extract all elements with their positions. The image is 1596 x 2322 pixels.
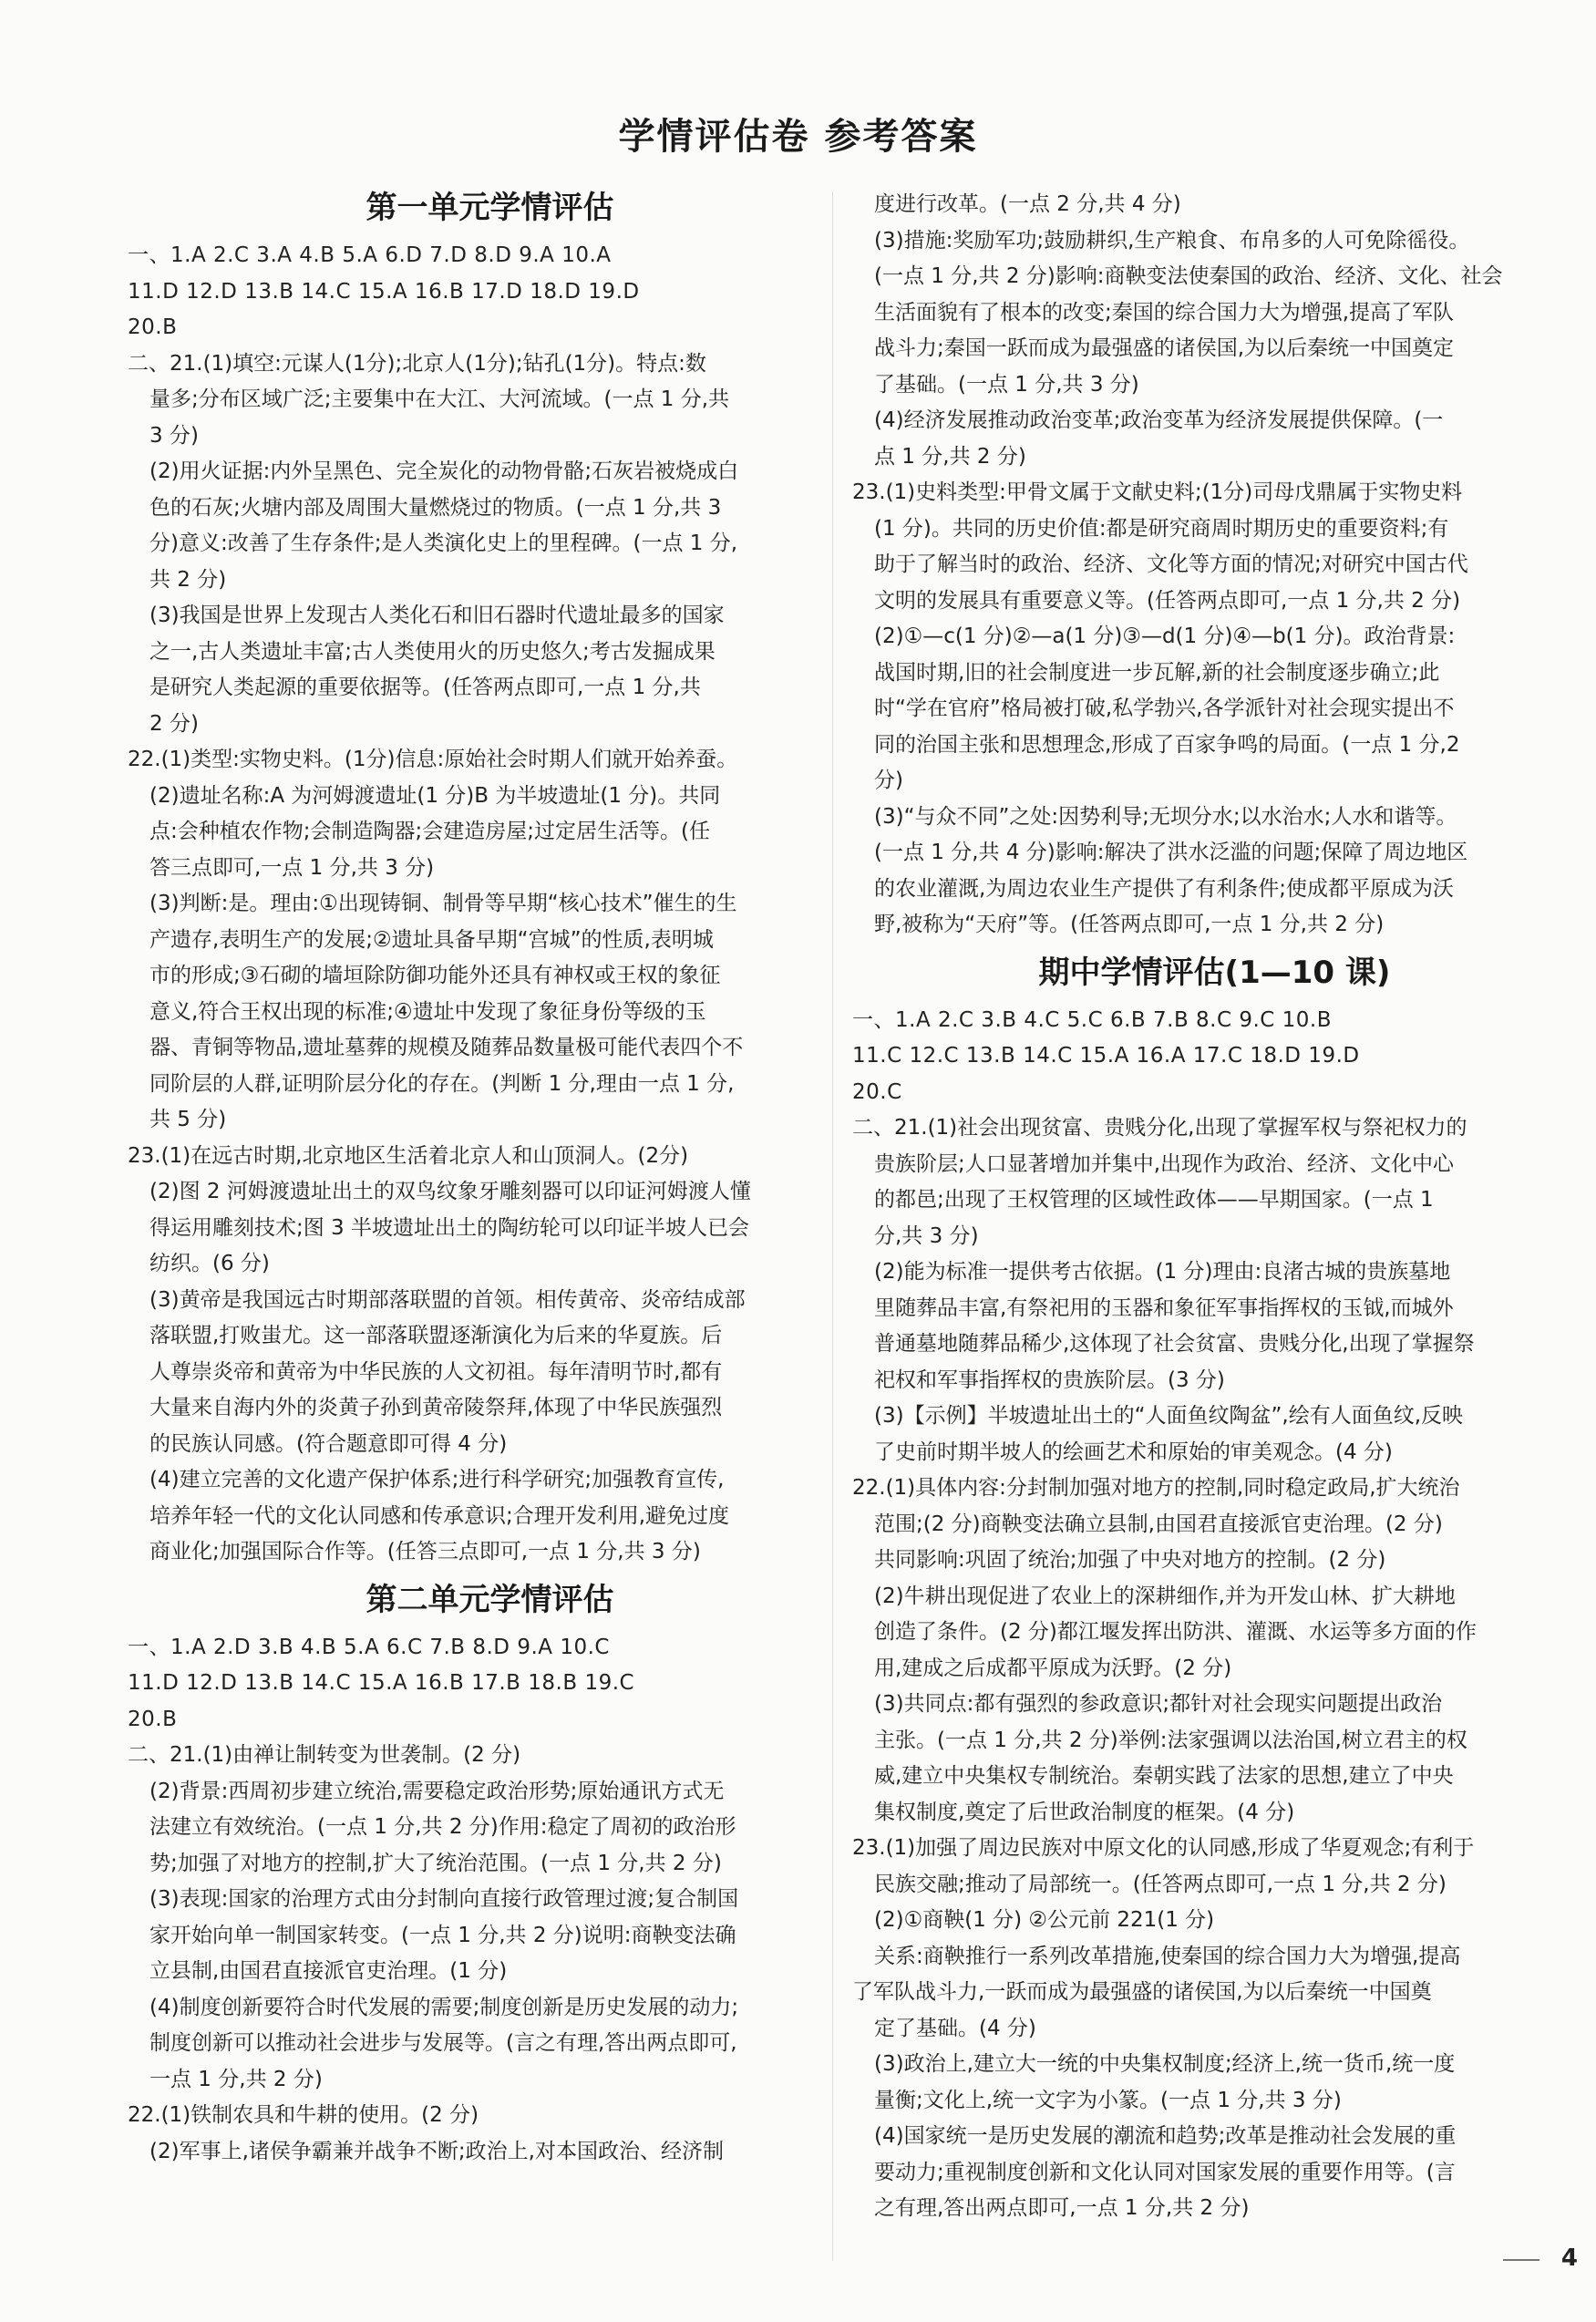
answer-line: 的农业灌溉,为周边农业生产提供了有利条件;使成都平原成为沃 (874, 876, 1455, 901)
answer-line: (2)图 2 河姆渡遗址出土的双鸟纹象牙雕刻器可以印证河姆渡人懂 (149, 1180, 751, 1203)
answer-line: 家开始向单一制国家转变。(一点 1 分,共 2 分)说明:商鞅变法确 (149, 1923, 736, 1947)
left-column (128, 182, 852, 2170)
answer-line: 二、21.(1)社会出现贫富、贵贱分化,出现了掌握军权与祭祀权力的 (852, 1116, 1467, 1140)
unit2-answers-left (128, 1630, 852, 2171)
answer-line: 3 分) (149, 423, 199, 448)
answer-line: 民族交融;推动了局部统一。(任答两点即可,一点 1 分,共 2 分) (874, 1872, 1447, 1896)
answer-line: 之一,古人类遗址丰富;古人类使用火的历史悠久;考古发掘成果 (149, 639, 716, 664)
answer-line: (2)军事上,诸侯争霸兼并战争不断;政治上,对本国政治、经济制 (149, 2139, 724, 2163)
answer-line: 量衡;文化上,统一文字为小篆。(一点 1 分,共 3 分) (874, 2088, 1342, 2112)
page-title: 学情评估卷 参考答案 (618, 116, 978, 158)
answer-line: 的民族认同感。(符合题意即可得 4 分) (149, 1431, 508, 1456)
answer-line: 共 5 分) (149, 1108, 227, 1131)
answer-line: 2 分) (149, 711, 199, 736)
answer-line: 答三点即可,一点 1 分,共 3 分) (149, 855, 435, 880)
answer-line: 文明的发展具有重要意义等。(任答两点即可,一点 1 分,共 2 分) (874, 588, 1461, 613)
answer-line: 量多;分布区域广泛;主要集中在大江、大河流域。(一点 1 分,共 (149, 387, 730, 411)
answer-line: (3)政治上,建立大一统的中央集权制度;经济上,统一货币,统一度 (874, 2052, 1456, 2076)
answer-line: (4)制度创新要符合时代发展的需要;制度创新是历史发展的动力; (149, 1995, 739, 2019)
answer-line: (3)判断:是。理由:①出现铸铜、制骨等早期“核心技术”催生的生 (149, 892, 737, 915)
answer-line: 创造了条件。(2 分)都江堰发挥出防洪、灌溉、水运等多方面的作 (874, 1620, 1477, 1644)
answer-line: 是研究人类起源的重要依据等。(任答两点即可,一点 1 分,共 (149, 676, 701, 699)
answer-line: 同阶层的人群,证明阶层分化的存在。(判断 1 分,理由一点 1 分, (149, 1071, 735, 1096)
answer-line: 二、21.(1)由禅让制转变为世袭制。(2 分) (128, 1743, 521, 1767)
answer-line: 11.D 12.D 13.B 14.C 15.A 16.B 17.D 18.D 19.D (128, 279, 640, 304)
answer-line: 11.D 12.D 13.B 14.C 15.A 16.B 17.B 18.B 19.C (128, 1671, 635, 1695)
answer-line: 23.(1)加强了周边民族对中原文化的认同感,形成了华夏观念;有利于 (852, 1836, 1475, 1860)
answer-line: (3)“与众不同”之处:因势利导;无坝分水;以水治水;人水和谐等。 (874, 804, 1457, 829)
answer-line: (一点 1 分,共 2 分)影响:商鞅变法使秦国的政治、经济、文化、社会 (874, 264, 1503, 288)
answer-line: 了史前时期半坡人的绘画艺术和原始的审美观念。(4 分) (874, 1440, 1393, 1464)
answer-line: 一、1.A 2.D 3.B 4.B 5.A 6.C 7.B 8.D 9.A 10.C (128, 1635, 610, 1659)
answer-line: 分,共 3 分) (874, 1223, 979, 1248)
answer-line: 22.(1)类型:实物史料。(1分)信息:原始社会时期人们就开始养蚕。 (128, 748, 738, 771)
answer-line: 22.(1)铁制农具和牛耕的使用。(2 分) (128, 2103, 479, 2127)
answer-line: 共同影响:巩固了统治;加强了中央对地方的控制。(2 分) (874, 1548, 1386, 1572)
answer-line: 法建立有效统治。(一点 1 分,共 2 分)作用:稳定了周初的政治形 (149, 1815, 736, 1839)
answer-line: 20.B (128, 1707, 178, 1731)
answer-line: 势;加强了对地方的控制,扩大了统治范围。(一点 1 分,共 2 分) (149, 1851, 722, 1875)
answer-line: 的都邑;出现了王权管理的区域性政体——早期国家。(一点 1 (874, 1188, 1434, 1212)
answer-line: 集权制度,奠定了后世政治制度的框架。(4 分) (874, 1800, 1295, 1824)
answer-line: 了军队战斗力,一跃而成为最强盛的诸侯国,为以后秦统一中国奠 (852, 1980, 1432, 2004)
answer-line: 之有理,答出两点即可,一点 1 分,共 2 分) (874, 2196, 1250, 2220)
answer-line: 助于了解当时的政治、经济、文化等方面的情况;对研究中国古代 (874, 552, 1468, 576)
answer-line: 人尊崇炎帝和黄帝为中华民族的人文初祖。每年清明节时,都有 (149, 1359, 723, 1384)
answer-line: 范围;(2 分)商鞅变法确立县制,由国君直接派官吏治理。(2 分) (874, 1512, 1443, 1536)
answer-line: 一、1.A 2.C 3.B 4.C 5.C 6.B 7.B 8.C 9.C 10.B (852, 1007, 1333, 1032)
answer-line: (2)①—c(1 分)②—a(1 分)③—d(1 分)④—b(1 分)。政治背景: (874, 624, 1456, 648)
answer-line: 分)意义:改善了生存条件;是人类演化史上的里程碑。(一点 1 分, (149, 531, 738, 555)
answer-line: (3)黄帝是我国远古时期部落联盟的首领。相传黄帝、炎帝结成部 (149, 1287, 746, 1312)
answer-line: 制度创新可以推动社会进步与发展等。(言之有理,答出两点即可, (149, 2031, 737, 2055)
answer-line: 20.B (128, 315, 178, 339)
answer-line: (3)【示例】半坡遗址出土的“人面鱼纹陶盆”,绘有人面鱼纹,反映 (874, 1404, 1464, 1428)
answer-line: 同的治国主张和思想理念,形成了百家争鸣的局面。(一点 1 分,2 (874, 732, 1460, 757)
answer-line: (3)共同点:都有强烈的参政意识;都针对社会现实问题提出政治 (874, 1692, 1443, 1716)
answer-line: (2)牛耕出现促进了农业上的深耕细作,并为开发山林、扩大耕地 (874, 1584, 1456, 1608)
answer-line: 普通墓地随葬品稀少,这体现了社会贫富、贵贱分化,出现了掌握祭 (874, 1332, 1475, 1356)
answer-line: 11.C 12.C 13.B 14.C 15.A 16.A 17.C 18.D 19.D (852, 1044, 1360, 1068)
answer-line: (一点 1 分,共 4 分)影响:解决了洪水泛滥的问题;保障了周边地区 (874, 841, 1468, 864)
answer-line: 23.(1)史料类型:甲骨文属于文献史料;(1分)司母戊鼎属于实物史料 (852, 480, 1463, 504)
midterm-title: 期中学情评估(1—10 课) (1038, 954, 1391, 991)
answer-line: 主张。(一点 1 分,共 2 分)举例:法家强调以法治国,树立君主的权 (874, 1728, 1467, 1752)
answer-line: (2)遗址名称:A 为河姆渡遗址(1 分)B 为半坡遗址(1 分)。共同 (149, 783, 721, 808)
answer-line: (3)表现:国家的治理方式由分封制向直接行政管理过渡;复合制国 (149, 1887, 739, 1911)
answer-line: 分) (874, 769, 903, 792)
answer-line: 要动力;重视制度创新和文化认同对国家发展的重要作用等。(言 (874, 2160, 1456, 2184)
answer-line: 定了基础。(4 分) (874, 2016, 1036, 2040)
answer-line: 一点 1 分,共 2 分) (149, 2067, 323, 2091)
answer-line: 度进行改革。(一点 2 分,共 4 分) (874, 192, 1181, 216)
answer-line: 野,被称为“天府”等。(任答两点即可,一点 1 分,共 2 分) (874, 913, 1385, 936)
answer-line: (1 分)。共同的历史价值:都是研究商周时期历史的重要资料;有 (874, 516, 1449, 541)
answer-line: (3)我国是世界上发现古人类化石和旧石器时代遗址最多的国家 (149, 604, 725, 627)
answer-line: 用,建成之后成都平原成为沃野。(2 分) (874, 1656, 1232, 1680)
answer-line: (4)经济发展推动政治变革;政治变革为经济发展提供保障。(一 (874, 408, 1444, 432)
answer-line: 祀权和军事指挥权的贵族阶层。(3 分) (874, 1367, 1225, 1392)
answer-line: 战斗力;秦国一跃而成为最强盛的诸侯国,为以后秦统一中国奠定 (874, 336, 1455, 360)
answer-line: 里随葬品丰富,有祭祀用的玉器和象征军事指挥权的玉钺,而城外 (874, 1295, 1454, 1320)
answer-line: 了基础。(一点 1 分,共 3 分) (874, 372, 1139, 397)
answer-line: 点 1 分,共 2 分) (874, 444, 1026, 469)
right-column (852, 187, 1577, 2227)
unit1-title: 第一单元学情评估 (366, 190, 614, 226)
answer-line: 23.(1)在远古时期,北京地区生活着北京人和山顶洞人。(2分) (128, 1143, 689, 1168)
page-number-dash (1503, 2259, 1539, 2261)
answer-line: 战国时期,旧的社会制度进一步瓦解,新的社会制度逐步确立;此 (874, 660, 1440, 685)
answer-line: 22.(1)具体内容:分封制加强对地方的控制,同时稳定政局,扩大统治 (852, 1476, 1460, 1500)
answer-line: 二、21.(1)填空:元谋人(1分);北京人(1分);钻孔(1分)。特点:数 (128, 351, 706, 376)
answer-line: 关系:商鞅推行一系列改革措施,使秦国的综合国力大为增强,提高 (874, 1944, 1461, 1968)
answer-line: 立县制,由国君直接派官吏治理。(1 分) (149, 1959, 508, 1983)
answer-line: 一、1.A 2.C 3.A 4.B 5.A 6.D 7.D 8.D 9.A 10.A (128, 243, 612, 267)
midterm-answers (852, 1003, 1577, 2227)
answer-line: (4)建立完善的文化遗产保护体系;进行科学研究;加强教育宣传, (149, 1468, 725, 1491)
answer-line: 器、青铜等物品,遗址墓葬的规模及随葬品数量极可能代表四个不 (149, 1036, 744, 1059)
answer-line: (2)①商鞅(1 分) ②公元前 221(1 分) (874, 1908, 1215, 1932)
answer-line: 得运用雕刻技术;图 3 半坡遗址出土的陶纺轮可以印证半坡人已会 (149, 1215, 750, 1240)
unit1-answers (128, 238, 852, 1571)
answer-line: 威,建立中央集权专制统治。秦朝实践了法家的思想,建立了中央 (874, 1764, 1454, 1788)
answer-line: 时“学在官府”格局被打破,私学勃兴,各学派针对社会现实提出不 (874, 697, 1455, 720)
answer-line: 贵族阶层;人口显著增加并集中,出现作为政治、经济、文化中心 (874, 1151, 1455, 1176)
answer-line: 商业化;加强国际合作等。(任答三点即可,一点 1 分,共 3 分) (149, 1540, 701, 1563)
unit2-title: 第二单元学情评估 (366, 1581, 614, 1618)
answer-line: 点:会种植农作物;会制造陶器;会建造房屋;过定居生活等。(任 (149, 820, 710, 843)
answer-line: 生活面貌有了根本的改变;秦国的综合国力大为增强,提高了军队 (874, 300, 1455, 325)
answer-line: 20.C (852, 1079, 902, 1104)
answer-line: 纺织。(6 分) (149, 1252, 270, 1275)
answer-line: 意义,符合王权出现的标准;④遗址中发现了象征身份等级的玉 (149, 999, 706, 1024)
unit2-answers-right (852, 187, 1577, 944)
answer-line: 市的形成;③石砌的墙垣除防御功能外还具有神权或王权的象征 (149, 964, 721, 987)
answer-line: 色的石灰;火塘内部及周围大量燃烧过的物质。(一点 1 分,共 3 (149, 495, 722, 520)
page-number: 4 (1560, 2245, 1578, 2272)
answer-line: (2)用火证据:内外呈黑色、完全炭化的动物骨骼;石灰岩被烧成白 (149, 459, 739, 483)
answer-line: (2)能为标准一提供考古依据。(1 分)理由:良渚古城的贵族墓地 (874, 1260, 1451, 1284)
answer-line: (2)背景:西周初步建立统治,需要稳定政治形势;原始通讯方式无 (149, 1779, 725, 1803)
answer-line: 产遗存,表明生产的发展;②遗址具备早期“宫城”的性质,表明城 (149, 927, 714, 952)
answer-line: (4)国家统一是历史发展的潮流和趋势;改革是推动社会发展的重 (874, 2124, 1457, 2148)
answer-line: 共 2 分) (149, 567, 227, 592)
answer-line: 培养年轻一代的文化认同感和传承意识;合理开发利用,避免过度 (149, 1503, 730, 1528)
answer-line: 落联盟,打败蚩尤。这一部落联盟逐渐演化为后来的华夏族。后 (149, 1324, 723, 1347)
answer-line: 大量来自海内外的炎黄子孙到黄帝陵祭拜,体现了中华民族强烈 (149, 1396, 723, 1419)
answer-line: (3)措施:奖励军功;鼓励耕织,生产粮食、布帛多的人可免除徭役。 (874, 228, 1470, 253)
